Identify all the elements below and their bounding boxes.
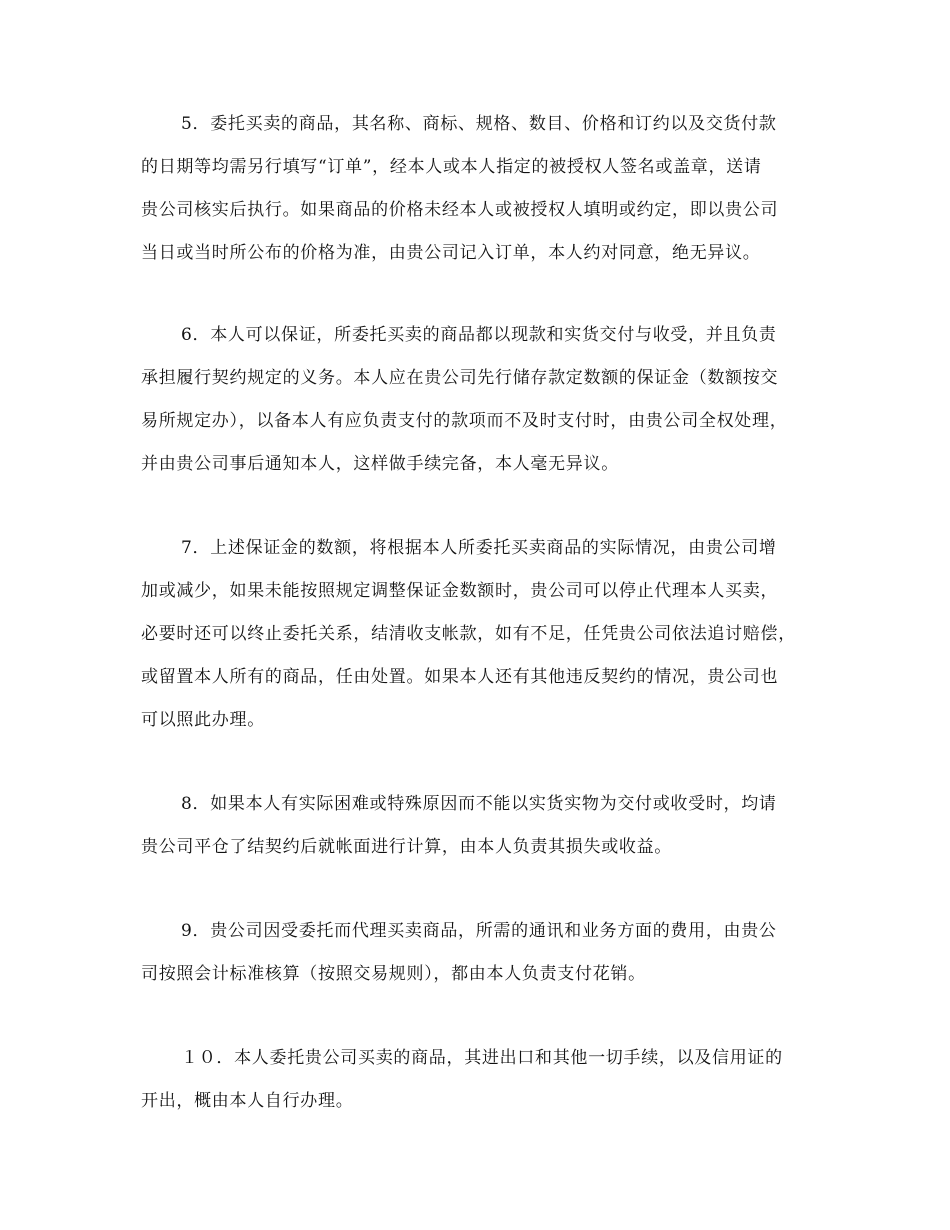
clause-6-line-4: 并由贵公司事后通知本人，这样做手续完备，本人毫无异议。	[141, 454, 619, 474]
clause-9-line-1: 9．贵公司因受委托而代理买卖商品，所需的通讯和业务方面的费用，由贵公	[181, 921, 777, 941]
clause-10-line-1: １０．本人委托贵公司买卖的商品，其进出口和其他一切手续，以及信用证的	[181, 1048, 783, 1068]
clause-7-line-5: 可以照此办理。	[141, 710, 265, 730]
clause-6-line-1: 6．本人可以保证，所委托买卖的商品都以现款和实货交付与收受，并且负责	[181, 325, 777, 345]
clause-7-line-1: 7．上述保证金的数额，将根据本人所委托买卖商品的实际情况，由贵公司增	[181, 538, 777, 558]
clause-7-line-2: 加或减少，如果未能按照规定调整保证金数额时，贵公司可以停止代理本人买卖，	[141, 581, 779, 601]
clause-7-line-4: 或留置本人所有的商品，任由处置。如果本人还有其他违反契约的情况，贵公司也	[141, 667, 779, 687]
clause-5-line-3: 贵公司核实后执行。如果商品的价格未经本人或被授权人填明或约定，即以贵公司	[141, 200, 779, 220]
clause-6-line-2: 承担履行契约规定的义务。本人应在贵公司先行储存款定数额的保证金（数额按交	[141, 368, 779, 388]
clause-5-line-2: 的日期等均需另行填写“订单”，经本人或本人指定的被授权人签名或盖章，送请	[141, 157, 762, 177]
clause-10-line-2: 开出，概由本人自行办理。	[141, 1091, 354, 1111]
clause-5-line-1: 5．委托买卖的商品，其名称、商标、规格、数目、价格和订约以及交货付款	[181, 114, 777, 134]
clause-8-line-1: 8．如果本人有实际困难或特殊原因而不能以实货实物为交付或收受时，均请	[181, 794, 777, 814]
clause-6-line-3: 易所规定办），以备本人有应负责支付的款项而不及时支付时，由贵公司全权处理，	[141, 411, 788, 431]
clause-8-line-2: 贵公司平仓了结契约后就帐面进行计算，由本人负责其损失或收益。	[141, 837, 672, 857]
clause-9-line-2: 司按照会计标准核算（按照交易规则），都由本人负责支付花销。	[141, 964, 646, 984]
clause-7-line-3: 必要时还可以终止委托关系，结清收支帐款，如有不足，任凭贵公司依法追讨赔偿，	[141, 624, 796, 644]
clause-5-line-4: 当日或当时所公布的价格为准，由贵公司记入订单，本人约对同意，绝无异议。	[141, 243, 761, 263]
